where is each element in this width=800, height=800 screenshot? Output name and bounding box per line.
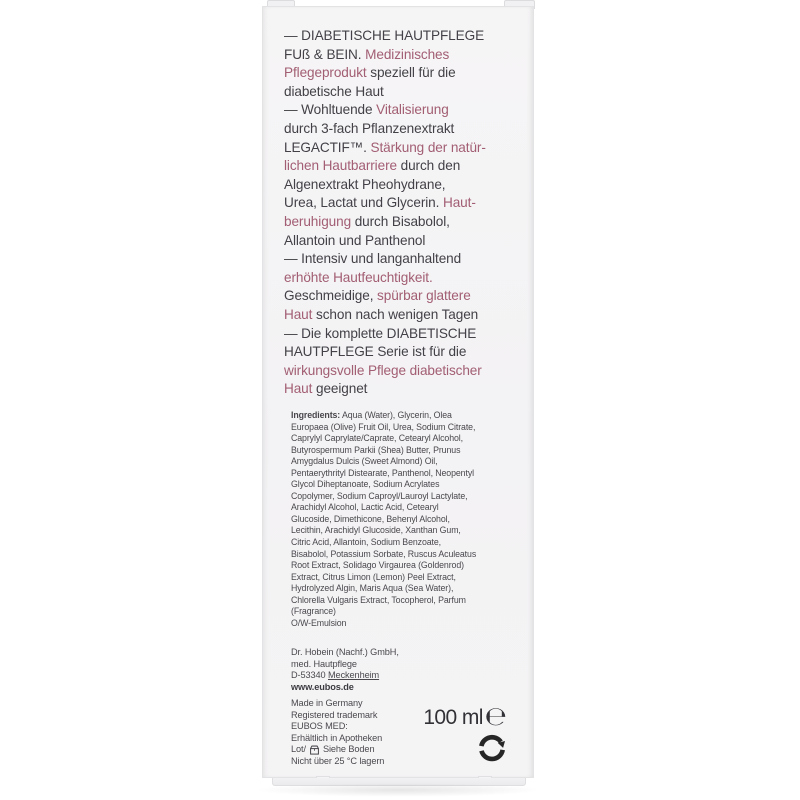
text-line: wirkungsvolle Pflege diabetischer [284,362,482,378]
text-line: FUß & BEIN. Medizinisches [284,46,450,62]
website-url: www.eubos.de [291,681,354,692]
text-line: — Wohltuende Vitalisierung [284,102,449,118]
text-line: Urea, Lactat und Glycerin. Haut- [284,195,476,211]
text-line: Geschmeidige, spürbar glattere [284,288,471,304]
text-line: Ingredients: Aqua (Water), Glycerin, Olea [291,410,452,420]
text-line: Arachidyl Alcohol, Lactic Acid, Cetearyl [291,502,439,513]
text-line: Made in Germany [291,698,363,708]
text-line: Caprylyl Caprylate/Caprate, Cetearyl Alcohol, [291,433,464,444]
box-shadow [254,783,542,797]
text-line: — DIABETISCHE HAUTPFLEGE [284,28,485,43]
see-bottom-carton-icon [309,745,320,755]
text-line: Extract, Citrus Limon (Lemon) Peel Extract, [291,571,456,582]
text-line: Pflegeprodukt speziell für die [284,65,456,81]
regulatory-info [291,698,384,767]
text-line: Copolymer, Sodium Caproyl/Lauroyl Lactylate, [291,490,468,501]
text-line: (Fragrance) [291,606,336,617]
text-line: Glycol Diheptanoate, Sodium Acrylates [291,479,440,490]
marketing-copy [284,27,514,399]
text-line: Bisabolol, Potassium Sorbate, Ruscus Aculeatus [291,548,477,559]
text-line: Hydrolyzed Algin, Maris Aqua (Sea Water), [291,583,454,594]
text-line: EUBOS MED: [291,721,348,731]
text-line: lichen Hautbarriere durch den [284,158,461,174]
text-line: — Die komplette DIABETISCHE [284,325,477,341]
ingredients-list [291,410,506,629]
storage-instruction: Nicht über 25 °C lagern [291,755,385,766]
text-line: Chlorella Vulgaris Extract, Tocopherol, Parfum [291,594,466,605]
text-line: Citric Acid, Allantoin, Sodium Benzoate, [291,537,442,548]
green-dot-recycling-icon [477,733,507,763]
manufacturer-city-line [291,670,399,682]
volume-amount: 100 ml [423,706,483,729]
text-line: — Intensiv und langanhaltend [284,251,462,267]
text-line: Algenextrakt Pheohydrane, [284,176,446,192]
text-line: diabetische Haut [284,83,384,99]
estimated-sign: ℮ [484,702,507,732]
text-line: Lecithin, Arachidyl Glucoside, Xanthan Gum, [291,525,461,536]
text-line: Amygdalus Dulcis (Sweet Almond) Oil, [291,456,438,467]
lot-line [291,744,384,756]
text-line: Registered trademark [291,709,378,720]
text-line: Pentaerythrityl Distearate, Panthenol, Neopentyl [291,467,474,478]
text-line: Root Extract, Solidago Virgaurea (Goldenrod) [291,560,464,571]
text-line: Erhältlich in Apotheken [291,732,383,743]
regulatory-lines [291,698,384,744]
manufacturer-address [291,647,399,693]
lot-instruction: Siehe Boden [322,744,375,754]
text-line: erhöhte Hautfeuchtigkeit. [284,269,433,285]
text-line: HAUTPFLEGE Serie ist für die [284,344,467,360]
net-volume [423,702,507,732]
text-line: Butyrospermum Parkii (Shea) Butter, Prunus [291,444,461,455]
city-name: Meckenheim [328,670,380,680]
text-line: durch 3-fach Pflanzenextrakt [284,120,455,136]
text-line: beruhigung durch Bisabolol, [284,213,450,229]
manufacturer-name: Dr. Hobein (Nachf.) GmbH, [291,647,399,657]
text-line: LEGACTIF™. Stärkung der natür- [284,139,486,155]
manufacturer-division: med. Hautpflege [291,658,357,669]
text-line: Haut geeignet [284,381,368,397]
lot-label: Lot/ [291,744,306,754]
postal-code: D-53340 [291,670,328,680]
text-line: O/W-Emulsion [291,617,347,628]
product-box-back-panel [262,6,534,778]
text-line: Europaea (Olive) Fruit Oil, Urea, Sodium Citrate, [291,421,476,432]
text-line: Haut schon nach wenigen Tagen [284,306,479,322]
text-line: Allantoin und Panthenol [284,232,426,248]
text-line: Glucoside, Dimethicone, Behenyl Alcohol, [291,513,450,524]
